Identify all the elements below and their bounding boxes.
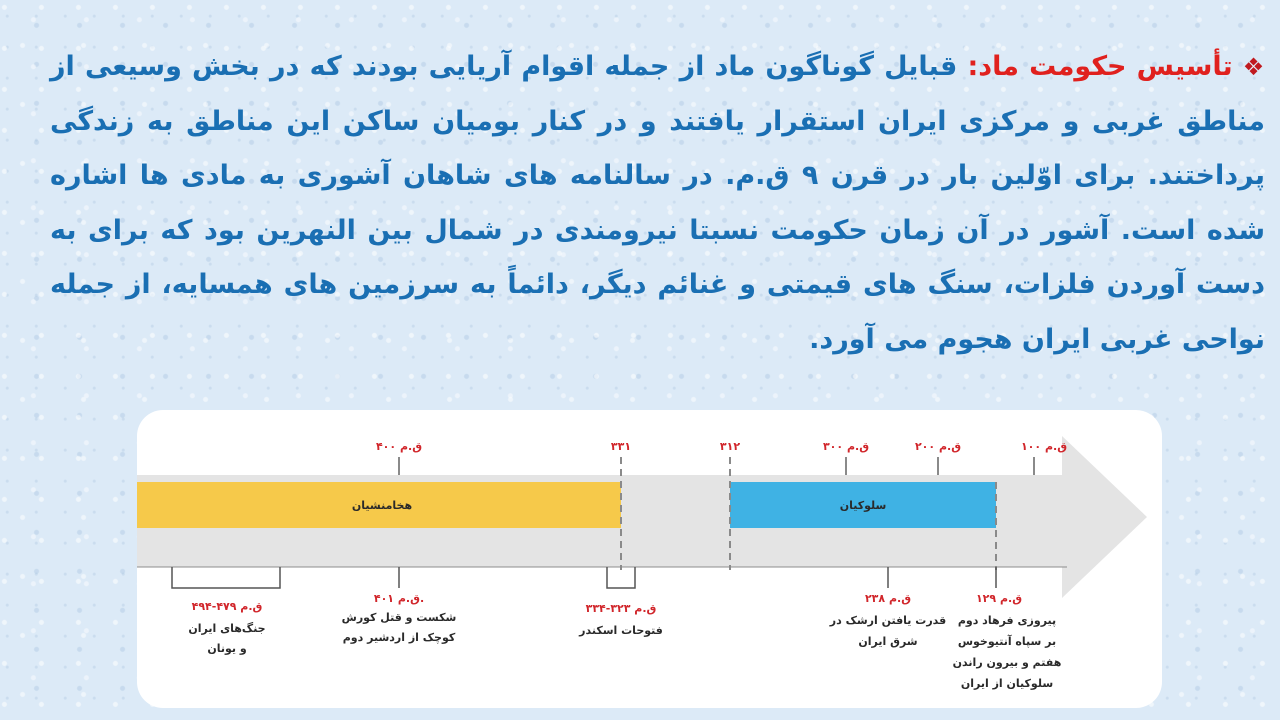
period-label-achaemenid: هخامنشیان bbox=[351, 499, 413, 512]
slide-paragraph bbox=[50, 40, 1265, 367]
event-label-line: قدرت یافتن ارشک در bbox=[829, 614, 947, 627]
event-date-238: ۲۳۸ ق.م bbox=[864, 592, 912, 605]
event-label-line: شکست و قتل کورش bbox=[341, 611, 457, 624]
event-label-line: سلوکیان از ایران bbox=[960, 677, 1054, 690]
tick-label-100: ۱۰۰ ق.م bbox=[1020, 440, 1068, 453]
event-date-401: ۴۰۱ ق.م. bbox=[373, 592, 425, 605]
tick-label-400: ۴۰۰ ق.م bbox=[375, 440, 423, 453]
tick-label-312: ۳۱۲ bbox=[719, 440, 741, 453]
event-date-494-479: ۴۹۴-۴۷۹ ق.م bbox=[191, 600, 263, 613]
event-label-line: کوچک از اردشیر دوم bbox=[342, 631, 456, 644]
bracket-334-323 bbox=[607, 567, 635, 588]
event-label-line: فتوحات اسکندر bbox=[579, 624, 663, 637]
event-label-line: و یونان bbox=[207, 642, 247, 655]
timeline-svg bbox=[137, 410, 1162, 708]
tick-label-331: ۳۳۱ bbox=[610, 440, 632, 453]
timeline-card bbox=[137, 410, 1162, 708]
tick-label-300: ۳۰۰ ق.م bbox=[822, 440, 870, 453]
slide-heading: تأسیس حکومت ماد: bbox=[967, 51, 1233, 82]
event-date-334-323: ۳۳۴-۳۲۳ ق.م bbox=[585, 602, 657, 615]
event-label-line: جنگ‌های ایران bbox=[188, 622, 266, 635]
event-label-line: پیروزی فرهاد دوم bbox=[957, 614, 1057, 627]
diamond-bullet-icon: ❖ bbox=[1242, 53, 1265, 81]
tick-label-200: ۲۰۰ ق.م bbox=[914, 440, 962, 453]
period-label-seleucid: سلوکیان bbox=[839, 499, 887, 512]
bracket-494-479 bbox=[172, 567, 280, 588]
event-label-line: هفتم و بیرون راندن bbox=[952, 656, 1062, 669]
event-label-line: شرق ایران bbox=[858, 635, 918, 648]
slide-body-text: قبایل گوناگون ماد از جمله اقوام آریایی بودند که در بخش وسیعی از مناطق غربی و مرکزی ایران استقرار یافتند و در کنار بومیان ساکن این مناطق به زندگی پرداختند. برای اوّلین بار در قرن ۹ ق.م. در سالنامه های شاهان آشوری به مادی ها اشاره شده است. آشور در آن زمان حکومت نسبتا نیرومندی در شمال بین النهرین بود که برای به دست آوردن فلزات، سنگ های قیمتی و غنائم دیگر، دائماً به سرزمین های همسایه، از جمله نواحی غربی ایران هجوم می آورد. bbox=[50, 51, 1265, 355]
event-date-129: ۱۲۹ ق.م bbox=[975, 592, 1023, 605]
event-label-line: بر سپاه آنتیوخوس bbox=[957, 635, 1057, 648]
